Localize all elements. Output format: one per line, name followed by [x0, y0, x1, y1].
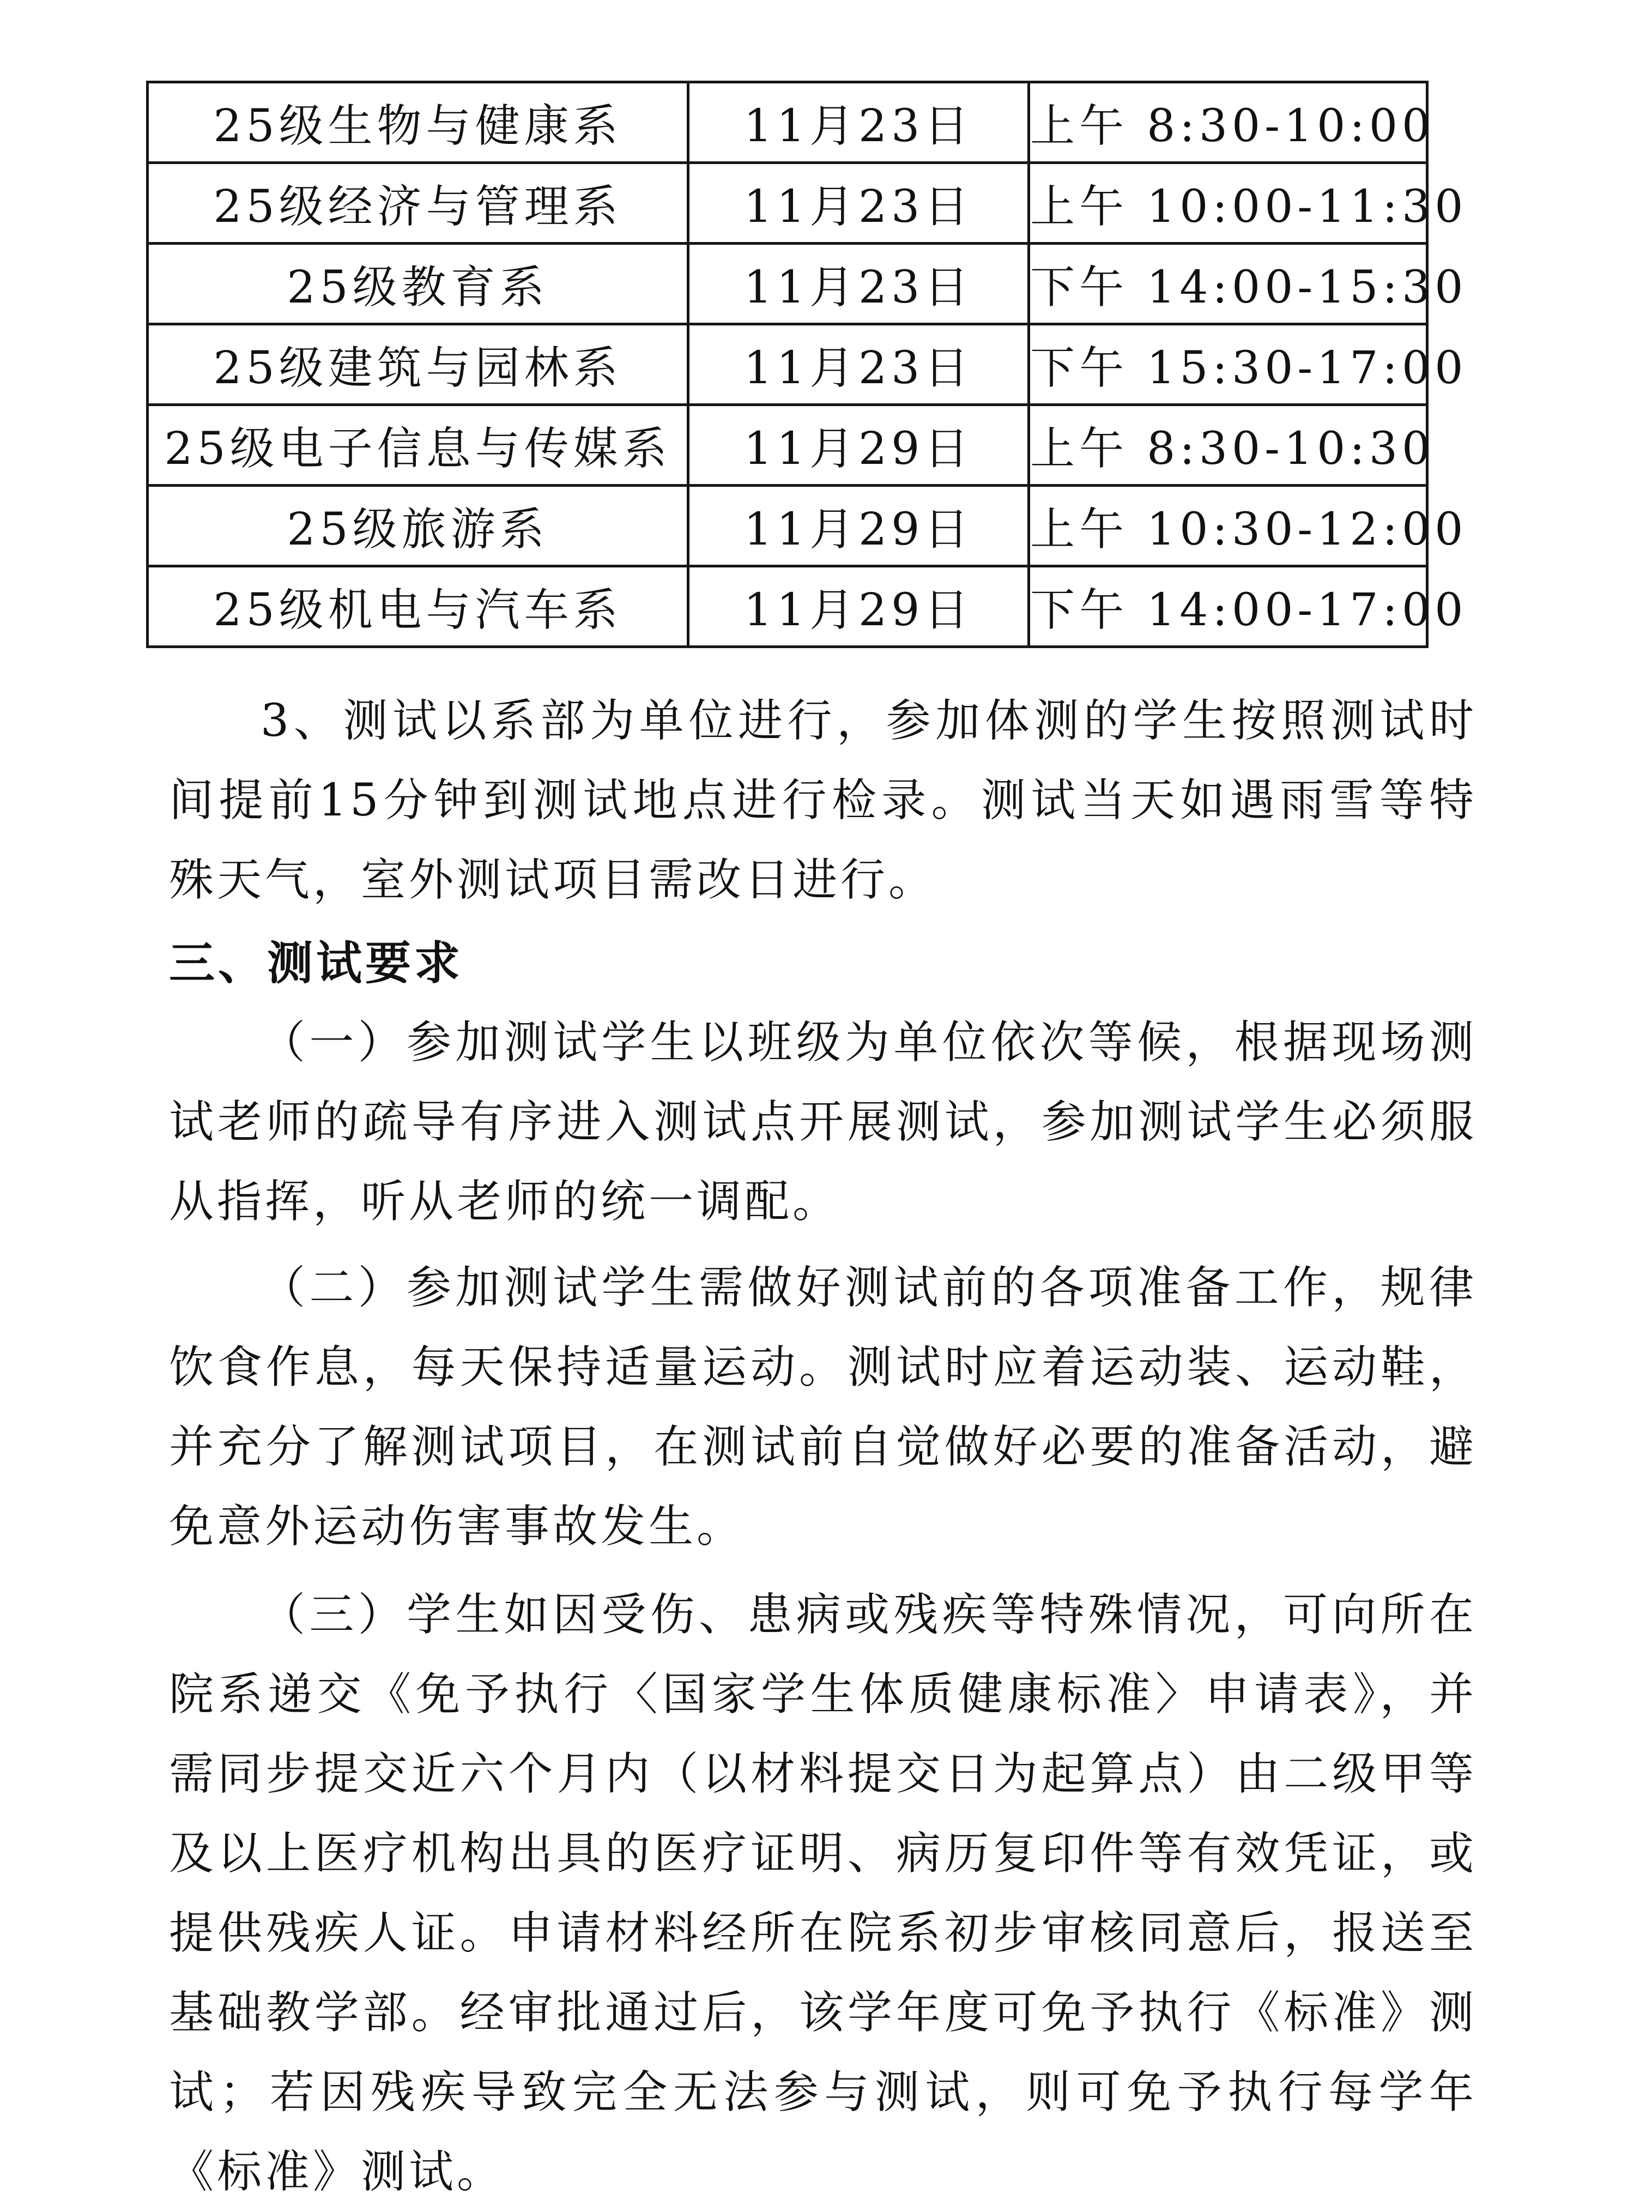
time-cell: 上午 10:00-11:30	[1029, 163, 1427, 244]
requirement-3-paragraph: （三）学生如因受伤、患病或残疾等特殊情况，可向所在院系递交《免予执行〈国家学生体质健康标准〉申请表》，并需同步提交近六个月内（以材料提交日为起算点）由二级甲等及以上医疗机构出具的医疗证明、病历复印件等有效凭证，或提供残疾人证。申请材料经所在院系初步审核同意后，报送至基础教学部。经审批通过后，该学年度可免予执行《标准》测试；若因残疾导致完全无法参与测试，则可免予执行每学年《标准》测试。	[169, 1589, 1477, 2198]
department-cell: 25级电子信息与传媒系	[148, 405, 688, 486]
date-cell: 11月23日	[688, 82, 1029, 163]
table-row	[148, 486, 1427, 566]
time-cell: 上午 10:30-12:00	[1029, 486, 1427, 566]
table-row	[148, 566, 1427, 647]
table-row	[148, 163, 1427, 244]
department-cell: 25级生物与健康系	[148, 82, 688, 163]
time-cell: 上午 8:30-10:00	[1029, 82, 1427, 163]
time-cell: 下午 14:00-15:30	[1029, 244, 1427, 324]
requirement-1-paragraph: （一）参加测试学生以班级为单位依次等候，根据现场测试老师的疏导有序进入测试点开展测试，参加测试学生必须服从指挥，听从老师的统一调配。	[169, 1017, 1477, 1228]
department-cell: 25级旅游系	[148, 486, 688, 566]
date-cell: 11月29日	[688, 566, 1029, 647]
date-cell: 11月29日	[688, 405, 1029, 486]
requirement-2-paragraph: （二）参加测试学生需做好测试前的各项准备工作，规律饮食作息，每天保持适量运动。测试时应着运动装、运动鞋，并充分了解测试项目，在测试前自觉做好必要的准备活动，避免意外运动伤害事故发生。	[169, 1262, 1477, 1552]
table-row	[148, 244, 1427, 324]
department-cell: 25级教育系	[148, 244, 688, 324]
date-cell: 11月29日	[688, 486, 1029, 566]
date-cell: 11月23日	[688, 244, 1029, 324]
department-cell: 25级建筑与园林系	[148, 324, 688, 405]
department-cell: 25级经济与管理系	[148, 163, 688, 244]
item-3-paragraph: 3、测试以系部为单位进行，参加体测的学生按照测试时间提前15分钟到测试地点进行检录。测试当天如遇雨雪等特殊天气，室外测试项目需改日进行。	[169, 695, 1477, 906]
test-schedule-table	[146, 81, 1468, 648]
department-cell: 25级机电与汽车系	[148, 566, 688, 647]
table-row	[148, 405, 1427, 486]
table-row	[148, 82, 1427, 163]
date-cell: 11月23日	[688, 163, 1029, 244]
section-heading: 三、测试要求	[169, 936, 464, 990]
date-cell: 11月23日	[688, 324, 1029, 405]
table-row	[148, 324, 1427, 405]
time-cell: 下午 14:00-17:00	[1029, 566, 1427, 647]
time-cell: 上午 8:30-10:30	[1029, 405, 1427, 486]
time-cell: 下午 15:30-17:00	[1029, 324, 1427, 405]
